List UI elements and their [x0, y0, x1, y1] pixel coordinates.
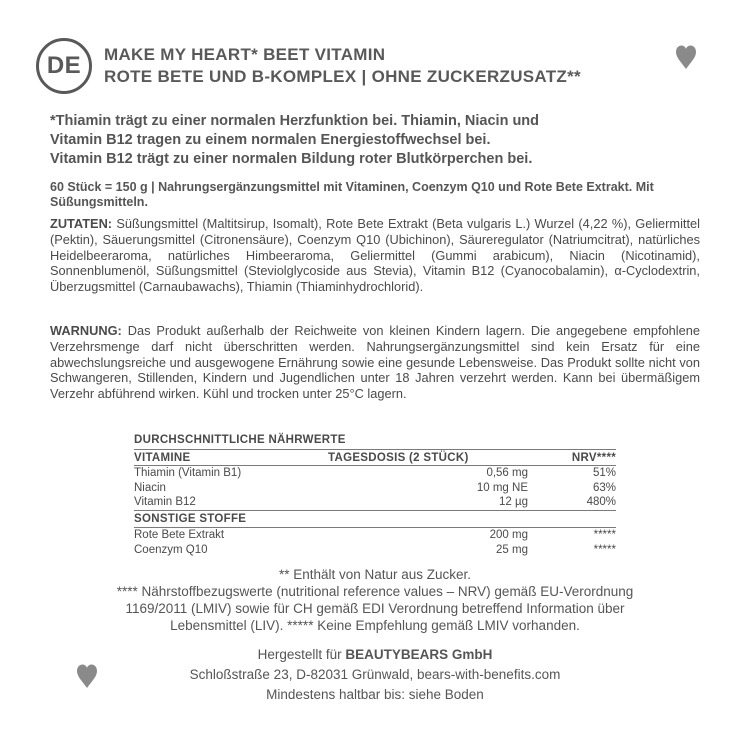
footnotes	[40, 566, 710, 634]
ingredients-label: ZUTATEN:	[50, 216, 113, 231]
nutrition-title: DURCHSCHNITTLICHE NÄHRWERTE	[134, 434, 616, 450]
nutrient-name: Vitamin B12	[134, 496, 196, 508]
footnote-nrv-line: 1169/2011 (LMIV) sowie für CH gemäß EDI Verordnung betreffend Information über	[125, 601, 625, 616]
ingredients-section	[50, 216, 700, 295]
table-header-row	[134, 450, 616, 466]
warning-section	[50, 323, 700, 402]
product-title-line2: ROTE BETE UND B-KOMPLEX | OHNE ZUCKERZUSATZ**	[104, 67, 581, 86]
table-row	[134, 543, 616, 558]
nutrient-dose: 200 mg	[489, 529, 528, 541]
nutrient-dose: 10 mg NE	[476, 481, 528, 494]
warning-text: Das Produkt außerhalb der Reichweite von kleinen Kindern lagern. Die angegebene empfohlene Verzehrsmenge darf nicht überschritten werden. Nahrungsergänzungsmittel sind kein Ersatz für eine abwechslungsreiche und ausgewogene Ernährung sowie eine gesunde Lebensweise. Das Produkt sollte nicht von Schwangeren, Stillenden, Kindern und Jugendlichen unter 18 Jahren verzehrt werden. Kann bei übermäßigem Verzehr abführend wirken. Kühl und trocken unter 25°C lagern.	[50, 323, 700, 402]
nutrient-nrv: 480%	[586, 496, 616, 508]
warning-label: WARNUNG:	[50, 323, 122, 338]
language-badge: DE	[36, 38, 92, 94]
nutrition-grid	[134, 450, 616, 557]
nutrient-nrv: *****	[593, 543, 616, 556]
column-header-vitamins: VITAMINE	[134, 450, 328, 466]
footnote-sugar: ** Enthält von Natur aus Zucker.	[278, 567, 472, 582]
table-row	[134, 481, 616, 496]
claim-line: *Thiamin trägt zu einer normalen Herzfunktion bei. Thiamin, Niacin und	[50, 113, 540, 129]
other-substances-title: SONSTIGE STOFFE	[134, 510, 616, 528]
nutrition-table	[134, 434, 616, 557]
nutrient-dose: 0,56 mg	[486, 467, 528, 479]
health-claims	[50, 112, 700, 169]
nutrient-dose: 12 µg	[498, 496, 528, 508]
table-row	[134, 466, 616, 481]
column-header-nrv: NRV****	[528, 450, 616, 466]
nutrient-name: Niacin	[134, 481, 166, 494]
product-info: 60 Stück = 150 g | Nahrungsergänzungsmittel mit Vitaminen, Coenzym Q10 und Rote Bete Extrakt. Mit Süßungsmitteln.	[50, 180, 654, 209]
section-header-row	[134, 510, 616, 528]
manufacturer-name: BEAUTYBEARS GmbH	[345, 647, 493, 662]
footnote-nrv-line: **** Nährstoffbezugswerte (nutritional reference values – NRV) gemäß EU-Verordnung	[116, 584, 634, 599]
heart-icon	[675, 44, 697, 70]
nutrient-name: Rote Bete Extrakt	[134, 529, 225, 541]
claim-line: Vitamin B12 trägt zu einer normalen Bildung roter Blutkörperchen bei.	[50, 151, 533, 167]
manufacturer-address: Schloßstraße 23, D-82031 Grünwald, bears-with-benefits.com	[189, 667, 561, 682]
manufacturer-prefix: Hergestellt für	[257, 647, 346, 662]
header	[36, 38, 581, 94]
product-title-line1: MAKE MY HEART* BEET VITAMIN	[104, 45, 386, 64]
best-before: Mindestens haltbar bis: siehe Boden	[266, 687, 484, 702]
nutrient-name: Coenzym Q10	[134, 543, 208, 556]
ingredients-text: Süßungsmittel (Maltitsirup, Isomalt), Rote Bete Extrakt (Beta vulgaris L.) Wurzel (4,22 %), Geliermittel (Pektin), Säuerungsmittel (Citronensäure), Coenzym Q10 (Ubichinon), Säureregulator (Natriumcitrat), natürliches Heidelbeeraroma, natürliches Himbeeraroma, Geliermittel (Gummi arabicum), Niacin (Nicotinamid), Sonnenblumenöl, Süßungsmittel (Steviolglycoside aus Stevia), Vitamin B12 (Cyanocobalamin), α-Cyclodextrin, Überzugsmittel (Carnaubawachs), Thiamin (Thiaminhydrochlorid).	[50, 216, 700, 295]
nutrient-nrv: 63%	[592, 481, 616, 494]
product-title	[104, 44, 581, 88]
column-header-dose: TAGESDOSIS (2 STÜCK)	[328, 450, 528, 466]
nutrient-dose: 25 mg	[496, 543, 528, 556]
nutrient-nrv: 51%	[592, 467, 616, 479]
nutrient-name: Thiamin (Vitamin B1)	[134, 467, 242, 479]
nutrient-nrv: *****	[593, 529, 616, 541]
manufacturer-info	[40, 645, 710, 705]
table-row	[134, 495, 616, 510]
manufacturer-line	[40, 645, 710, 665]
claim-line: Vitamin B12 tragen zu einem normalen Energiestoffwechsel bei.	[50, 132, 491, 148]
table-row	[134, 528, 616, 543]
footnote-nrv-line: Lebensmittel (LIV). ***** Keine Empfehlung gemäß LMIV vorhanden.	[170, 618, 580, 633]
